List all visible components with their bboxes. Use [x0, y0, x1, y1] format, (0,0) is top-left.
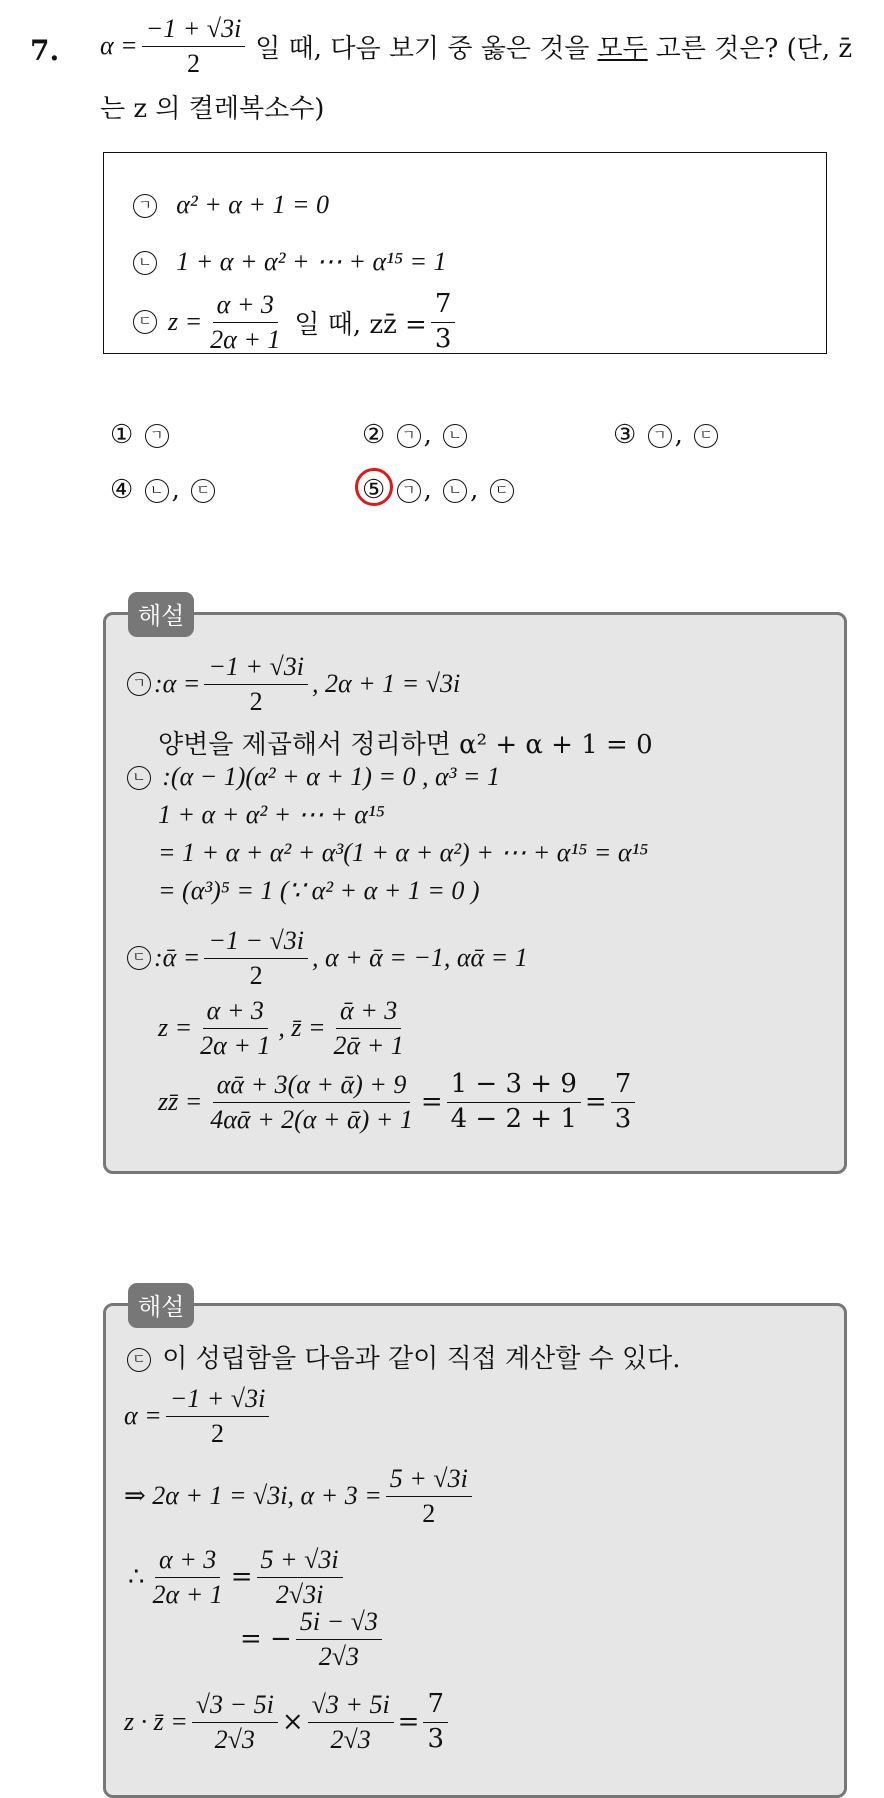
question-number: 7. [30, 34, 60, 67]
choice-mark: ㄱ [648, 424, 672, 448]
mark-giyeok: ㄱ [133, 194, 157, 218]
statement-3-mid: 일 때, zz̄ = [294, 309, 427, 340]
mark-digeut: ㄷ [127, 1348, 151, 1372]
sol1-l7-suffix: , α + ᾱ = −1, αᾱ = 1 [311, 943, 528, 973]
choice-mark: ㄷ [694, 424, 718, 448]
choice-mark: ㄷ [191, 479, 215, 503]
sol2-l4-num1: α + 3 [155, 1545, 220, 1578]
sol2-line-4 [128, 1545, 347, 1610]
statement-3 [130, 290, 459, 355]
sol2-l3-num: 5 + √3i [386, 1464, 472, 1497]
sol2-l5-den: 2√3 [318, 1641, 359, 1671]
s3-result-numerator: 7 [431, 290, 456, 323]
sol1-l7-prefix: :ᾱ = [154, 943, 201, 973]
choice-number: ④ [110, 475, 134, 505]
sol1-l8-mid: , z̄ = [278, 1013, 326, 1043]
sol2-line-3 [124, 1464, 476, 1529]
choice-mark: ㄴ [443, 479, 467, 503]
sol2-l4-den2: 2√3i [275, 1579, 324, 1609]
selected-answer-circle [355, 468, 393, 506]
sol1-l8-num1: α + 3 [203, 996, 268, 1029]
sol2-line-2 [124, 1384, 273, 1449]
sol1-line-8 [158, 996, 412, 1061]
sol1-l9-prefix: zz̄ = [158, 1087, 203, 1117]
statement-1-text: α² + α + 1 = 0 [176, 190, 329, 219]
sol2-l6-num3: 7 [423, 1690, 448, 1723]
sol1-l8-den2: 2ᾱ + 1 [333, 1030, 404, 1060]
mark-nieun: ㄴ [127, 766, 151, 790]
choice-number: ③ [613, 420, 637, 450]
sol1-l8-num2: ᾱ + 3 [336, 996, 401, 1029]
sol1-l3-text: :(α − 1)(α² + α + 1) = 0 , α³ = 1 [162, 762, 500, 791]
sol1-l7-den: 2 [249, 960, 263, 990]
choice-mark: ㄱ [397, 479, 421, 503]
sol1-l9-den2: 4 − 2 + 1 [450, 1103, 577, 1134]
choice-5[interactable]: ⑤ ㄱ , ㄴ , ㄷ [362, 475, 517, 505]
choice-mark: ㄴ [145, 479, 169, 503]
sol2-l2-den: 2 [211, 1418, 224, 1448]
choice-mark: ㄱ [145, 424, 169, 448]
sol1-line-4: 1 + α + α² + ⋯ + α¹⁵ [158, 800, 385, 829]
statement-1 [130, 190, 329, 220]
sol2-l1-text: 이 성립함을 다음과 같이 직접 계산할 수 있다. [162, 1344, 681, 1374]
sol1-l8-prefix: z = [158, 1013, 193, 1043]
sol1-l9-eq2: = [584, 1087, 607, 1118]
sol2-l6-num2: √3 + 5i [308, 1690, 394, 1723]
stem-text-1: 일 때, 다음 보기 중 옳은 것을 [255, 33, 590, 64]
sol2-l6-den1: 2√3 [214, 1724, 255, 1754]
sol1-line-9 [158, 1070, 639, 1135]
sol1-line-3 [124, 762, 500, 792]
sol2-l2-prefix: α = [124, 1401, 162, 1431]
sol1-l7-num: −1 − √3i [204, 926, 308, 959]
sol1-l1-prefix: :α = [154, 669, 201, 699]
stem-text-2: 고른 것은? (단, z̄ [655, 33, 853, 64]
sol1-line-5: = 1 + α + α² + α³(1 + α + α²) + ⋯ + α¹⁵ = α¹⁵ [158, 838, 649, 867]
sol2-l6-den2: 2√3 [330, 1724, 371, 1754]
choice-number: ① [110, 420, 134, 450]
statement-2-text: 1 + α + α² + ⋯ + α¹⁵ = 1 [176, 247, 447, 276]
choice-number: ⑤ [362, 475, 386, 505]
sol1-l9-num1: αᾱ + 3(α + ᾱ) + 9 [213, 1070, 411, 1103]
sol1-line-6: = (α³)⁵ = 1 (∵ α² + α + 1 = 0 ) [158, 876, 480, 905]
choice-mark: ㄷ [490, 479, 514, 503]
statement-2 [130, 247, 447, 277]
sol1-l1-suffix: , 2α + 1 = √3i [311, 669, 461, 699]
sol1-l1-den: 2 [249, 686, 263, 716]
mark-digeut: ㄷ [133, 310, 157, 334]
sol1-l9-den1: 4αᾱ + 2(α + ᾱ) + 1 [210, 1104, 413, 1134]
sol1-l9-num2: 1 − 3 + 9 [447, 1070, 581, 1103]
choice-3[interactable]: ③ ㄱ , ㄷ [613, 420, 721, 450]
mark-giyeok: ㄱ [127, 672, 151, 696]
sol2-l6-num1: √3 − 5i [192, 1690, 278, 1723]
sol1-l8-den1: 2α + 1 [200, 1030, 271, 1060]
choice-4[interactable]: ④ ㄴ , ㄷ [110, 475, 218, 505]
sol1-l9-eq1: = [420, 1087, 443, 1118]
mark-digeut: ㄷ [127, 946, 151, 970]
alpha-fraction [142, 14, 246, 79]
s3-denominator: 2α + 1 [210, 324, 281, 354]
sol2-l6-den3: 3 [427, 1723, 445, 1754]
choice-mark: ㄴ [443, 424, 467, 448]
sol1-line-1 [124, 652, 460, 717]
alpha-numerator: −1 + √3i [142, 14, 246, 47]
solution-2-tag: 해설 [128, 1283, 194, 1328]
stem-underlined: 모두 [597, 33, 648, 64]
statement-3-prefix: z = [168, 307, 203, 337]
stem-text-line2: 는 z 의 켤레복소수) [100, 94, 325, 124]
sol2-l6-times: × [281, 1707, 304, 1738]
sol2-l4-den1: 2α + 1 [152, 1579, 223, 1609]
sol2-l3-prefix: ⇒ 2α + 1 = √3i, α + 3 = [124, 1481, 382, 1511]
sol2-line-5 [240, 1607, 386, 1672]
sol2-l3-den: 2 [422, 1498, 436, 1528]
s3-result-denominator: 3 [434, 323, 452, 354]
sol1-l1-num: −1 + √3i [204, 652, 308, 685]
sol2-l4-eq: = [230, 1562, 253, 1593]
sol2-l5-prefix: = − [240, 1624, 292, 1655]
sol2-l5-num: 5i − √3 [296, 1607, 382, 1640]
sol1-l9-num3: 7 [611, 1070, 636, 1103]
sol1-line-7 [124, 926, 528, 991]
sol2-l4-num2: 5 + √3i [257, 1545, 343, 1578]
choice-mark: ㄱ [397, 424, 421, 448]
sol2-line-1 [124, 1338, 680, 1375]
sol2-line-6 [124, 1690, 452, 1755]
s3-numerator: α + 3 [213, 290, 278, 323]
sol2-l2-num: −1 + √3i [166, 1384, 270, 1417]
choice-1[interactable] [110, 420, 172, 450]
sol1-l9-den3: 3 [614, 1103, 632, 1134]
sol1-line-2: 양변을 제곱해서 정리하면 α² + α + 1 = 0 [158, 730, 653, 760]
alpha-def-prefix: α = [100, 31, 138, 61]
sol2-l6-prefix: z · z̄ = [124, 1707, 188, 1737]
alpha-denominator: 2 [187, 48, 200, 78]
mark-nieun: ㄴ [133, 251, 157, 275]
question-stem [100, 14, 852, 79]
choice-number: ② [362, 420, 386, 450]
solution-1-tag: 해설 [128, 592, 194, 637]
choice-2[interactable]: ② ㄱ , ㄴ [362, 420, 470, 450]
sol2-l4-prefix: ∴ [128, 1562, 145, 1593]
sol2-l6-eq: = [397, 1707, 420, 1738]
